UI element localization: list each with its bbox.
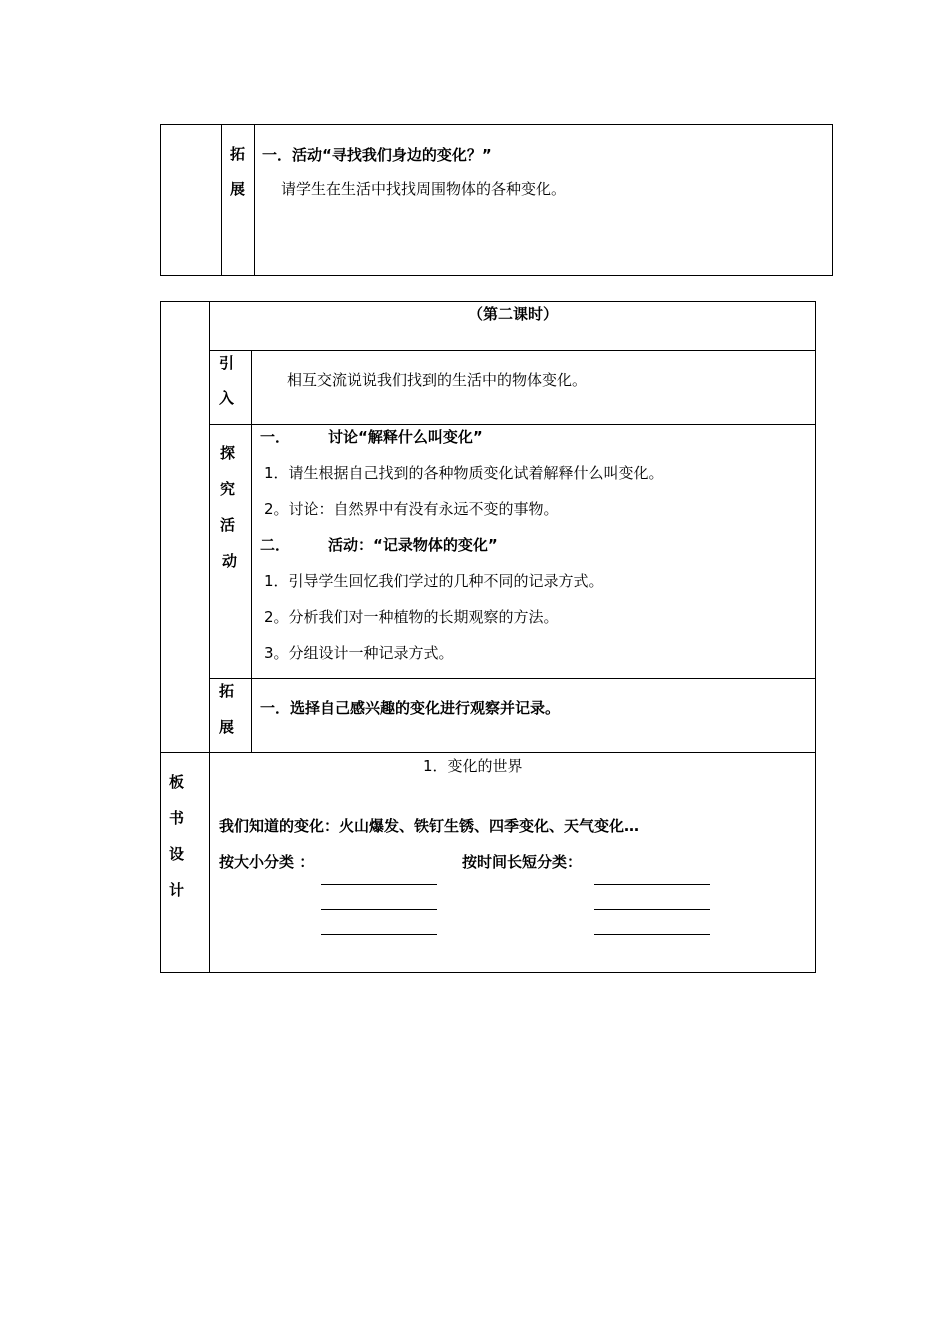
section-2-number: 二． bbox=[260, 536, 291, 554]
explore-label-char: 动 bbox=[222, 552, 238, 570]
board-title: 1．变化的世界 bbox=[423, 757, 523, 775]
board-label-char: 计 bbox=[169, 881, 185, 899]
lesson-title: （第二课时） bbox=[468, 305, 559, 323]
table-2-row-line bbox=[160, 752, 816, 753]
section-1-title: 讨论“解释什么叫变化” bbox=[328, 428, 483, 446]
blank-line bbox=[321, 934, 437, 935]
intro-text: 相互交流说说我们找到的生活中的物体变化。 bbox=[287, 371, 588, 389]
table-1-right-border bbox=[832, 124, 833, 276]
board-label-char: 书 bbox=[169, 809, 185, 827]
blank-line bbox=[594, 884, 710, 885]
table-1-left-border bbox=[160, 124, 161, 276]
board-known-changes: 我们知道的变化：火山爆发、铁钉生锈、四季变化、天气变化… bbox=[219, 817, 640, 835]
table-1-body: 请学生在生活中找找周围物体的各种变化。 bbox=[281, 180, 567, 198]
intro-label-char: 引 bbox=[219, 354, 235, 372]
extend-label-char: 拓 bbox=[219, 682, 235, 700]
table-2-divider-label bbox=[251, 350, 252, 752]
table-2-row-line bbox=[209, 678, 816, 679]
intro-label-char: 入 bbox=[219, 389, 235, 407]
table-1-bottom-border bbox=[160, 275, 833, 276]
extend-label-char: 展 bbox=[219, 718, 235, 736]
table-2-row-line bbox=[209, 350, 816, 351]
explore-item: 1．请生根据自己找到的各种物质变化试着解释什么叫变化。 bbox=[264, 464, 664, 482]
table-2-top-border bbox=[160, 301, 816, 302]
table-1-label-char: 展 bbox=[230, 180, 246, 198]
explore-label-char: 究 bbox=[220, 480, 236, 498]
explore-label-char: 探 bbox=[220, 444, 236, 462]
blank-line bbox=[321, 909, 437, 910]
blank-line bbox=[594, 934, 710, 935]
board-label-char: 板 bbox=[169, 773, 185, 791]
table-2-divider-left bbox=[209, 301, 210, 973]
table-1-divider-2 bbox=[254, 124, 255, 276]
table-1-top-border bbox=[160, 124, 833, 125]
board-by-size: 按大小分类 ： bbox=[219, 853, 315, 871]
table-2-left-border bbox=[160, 301, 161, 973]
explore-item: 3。分组设计一种记录方式。 bbox=[264, 644, 454, 662]
section-2-title: 活动：“记录物体的变化” bbox=[328, 536, 498, 554]
extend-text: 一．选择自己感兴趣的变化进行观察并记录。 bbox=[260, 699, 561, 717]
board-label-char: 设 bbox=[169, 845, 185, 863]
blank-line bbox=[321, 884, 437, 885]
table-1-divider-1 bbox=[221, 124, 222, 276]
blank-line bbox=[594, 909, 710, 910]
table-2-bottom-border bbox=[160, 972, 816, 973]
table-2-row-line bbox=[209, 424, 816, 425]
explore-item: 2。讨论：自然界中有没有永远不变的事物。 bbox=[264, 500, 559, 518]
explore-item: 1．引导学生回忆我们学过的几种不同的记录方式。 bbox=[264, 572, 604, 590]
explore-label-char: 活 bbox=[220, 516, 236, 534]
explore-item: 2。分析我们对一种植物的长期观察的方法。 bbox=[264, 608, 559, 626]
table-1-heading: 一．活动“寻找我们身边的变化？” bbox=[262, 146, 492, 164]
table-1-label-char: 拓 bbox=[230, 145, 246, 163]
board-by-time: 按时间长短分类： bbox=[462, 853, 583, 871]
table-2-right-border bbox=[815, 301, 816, 973]
section-1-number: 一． bbox=[260, 428, 291, 446]
